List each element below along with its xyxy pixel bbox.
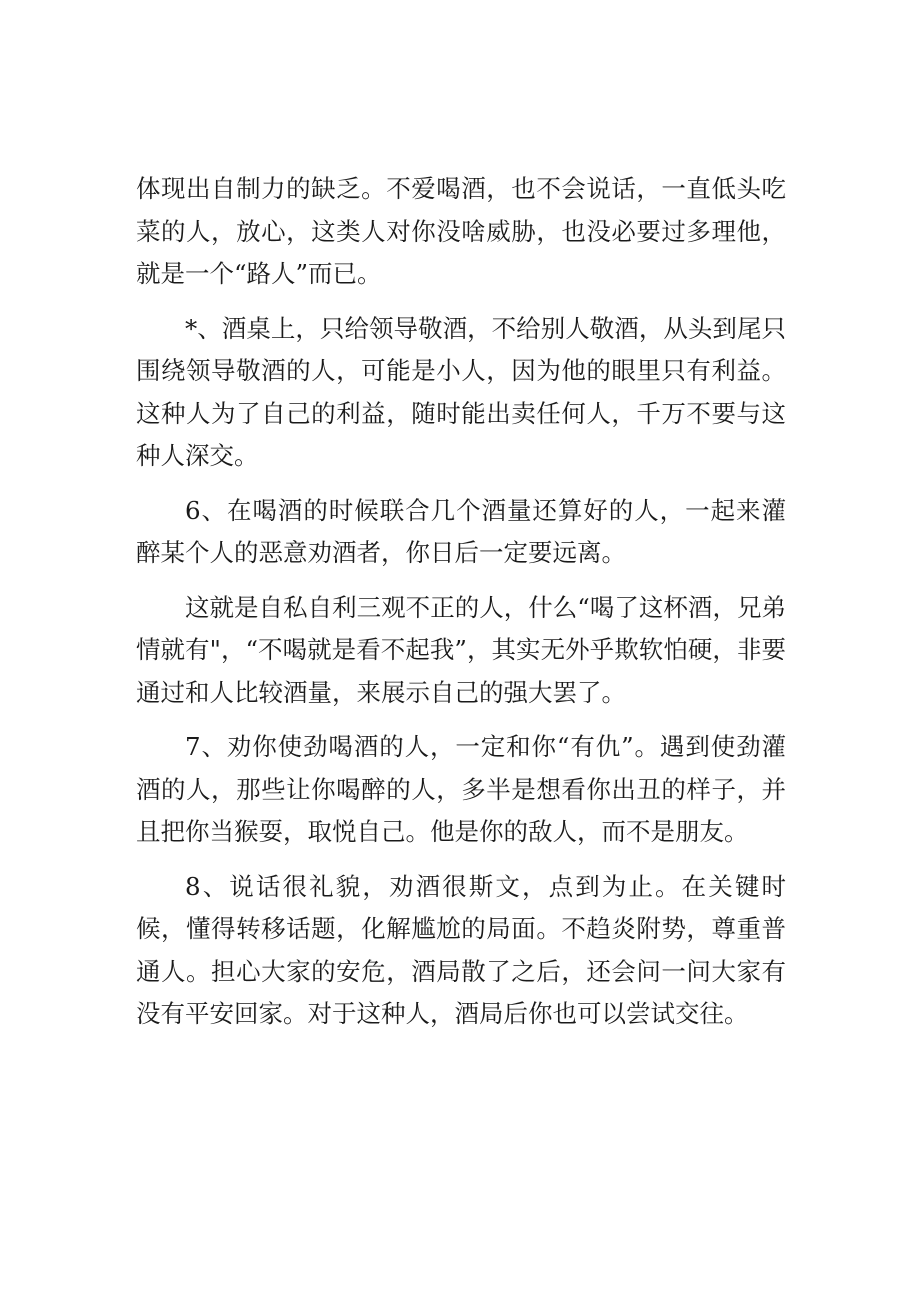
paragraph-2: *、酒桌上，只给领导敬酒，不给别人敬酒，从头到尾只围绕领导敬酒的人，可能是小人，因为他的眼里只有利益。这种人为了自己的利益，随时能出卖任何人，千万不要与这种人深交。 (136, 313, 786, 470)
paragraph-1: 体现出自制力的缺乏。不爱喝酒，也不会说话，一直低头吃菜的人，放心，这类人对你没啥威胁，也没必要过多理他，就是一个“路人”而已。 (136, 174, 786, 288)
paragraph-6: 8、说话很礼貌，劝酒很斯文，点到为止。在关键时候，懂得转移话题，化解尴尬的局面。不趋炎附势，尊重普通人。担心大家的安危，酒局散了之后，还会问一问大家有没有平安回家。对于这种人，酒局后你也可以尝试交往。 (136, 871, 786, 1028)
paragraph-5: 7、劝你使劲喝酒的人，一定和你“有仇”。遇到使劲灌酒的人，那些让你喝醉的人，多半是想看你出丑的样子，并且把你当猴耍，取悦自己。他是你的敌人，而不是朋友。 (136, 732, 786, 846)
paragraph-4: 这就是自私自利三观不正的人，什么“喝了这杯酒，兄弟情就有"，“不喝就是看不起我”，其实无外乎欺软怕硬，非要通过和人比较酒量，来展示自己的强大罢了。 (136, 592, 786, 707)
paragraph-3: 6、在喝酒的时候联合几个酒量还算好的人，一起来灌醉某个人的恶意劝酒者，你日后一定要远离。 (136, 495, 786, 567)
document-body (136, 168, 786, 1048)
